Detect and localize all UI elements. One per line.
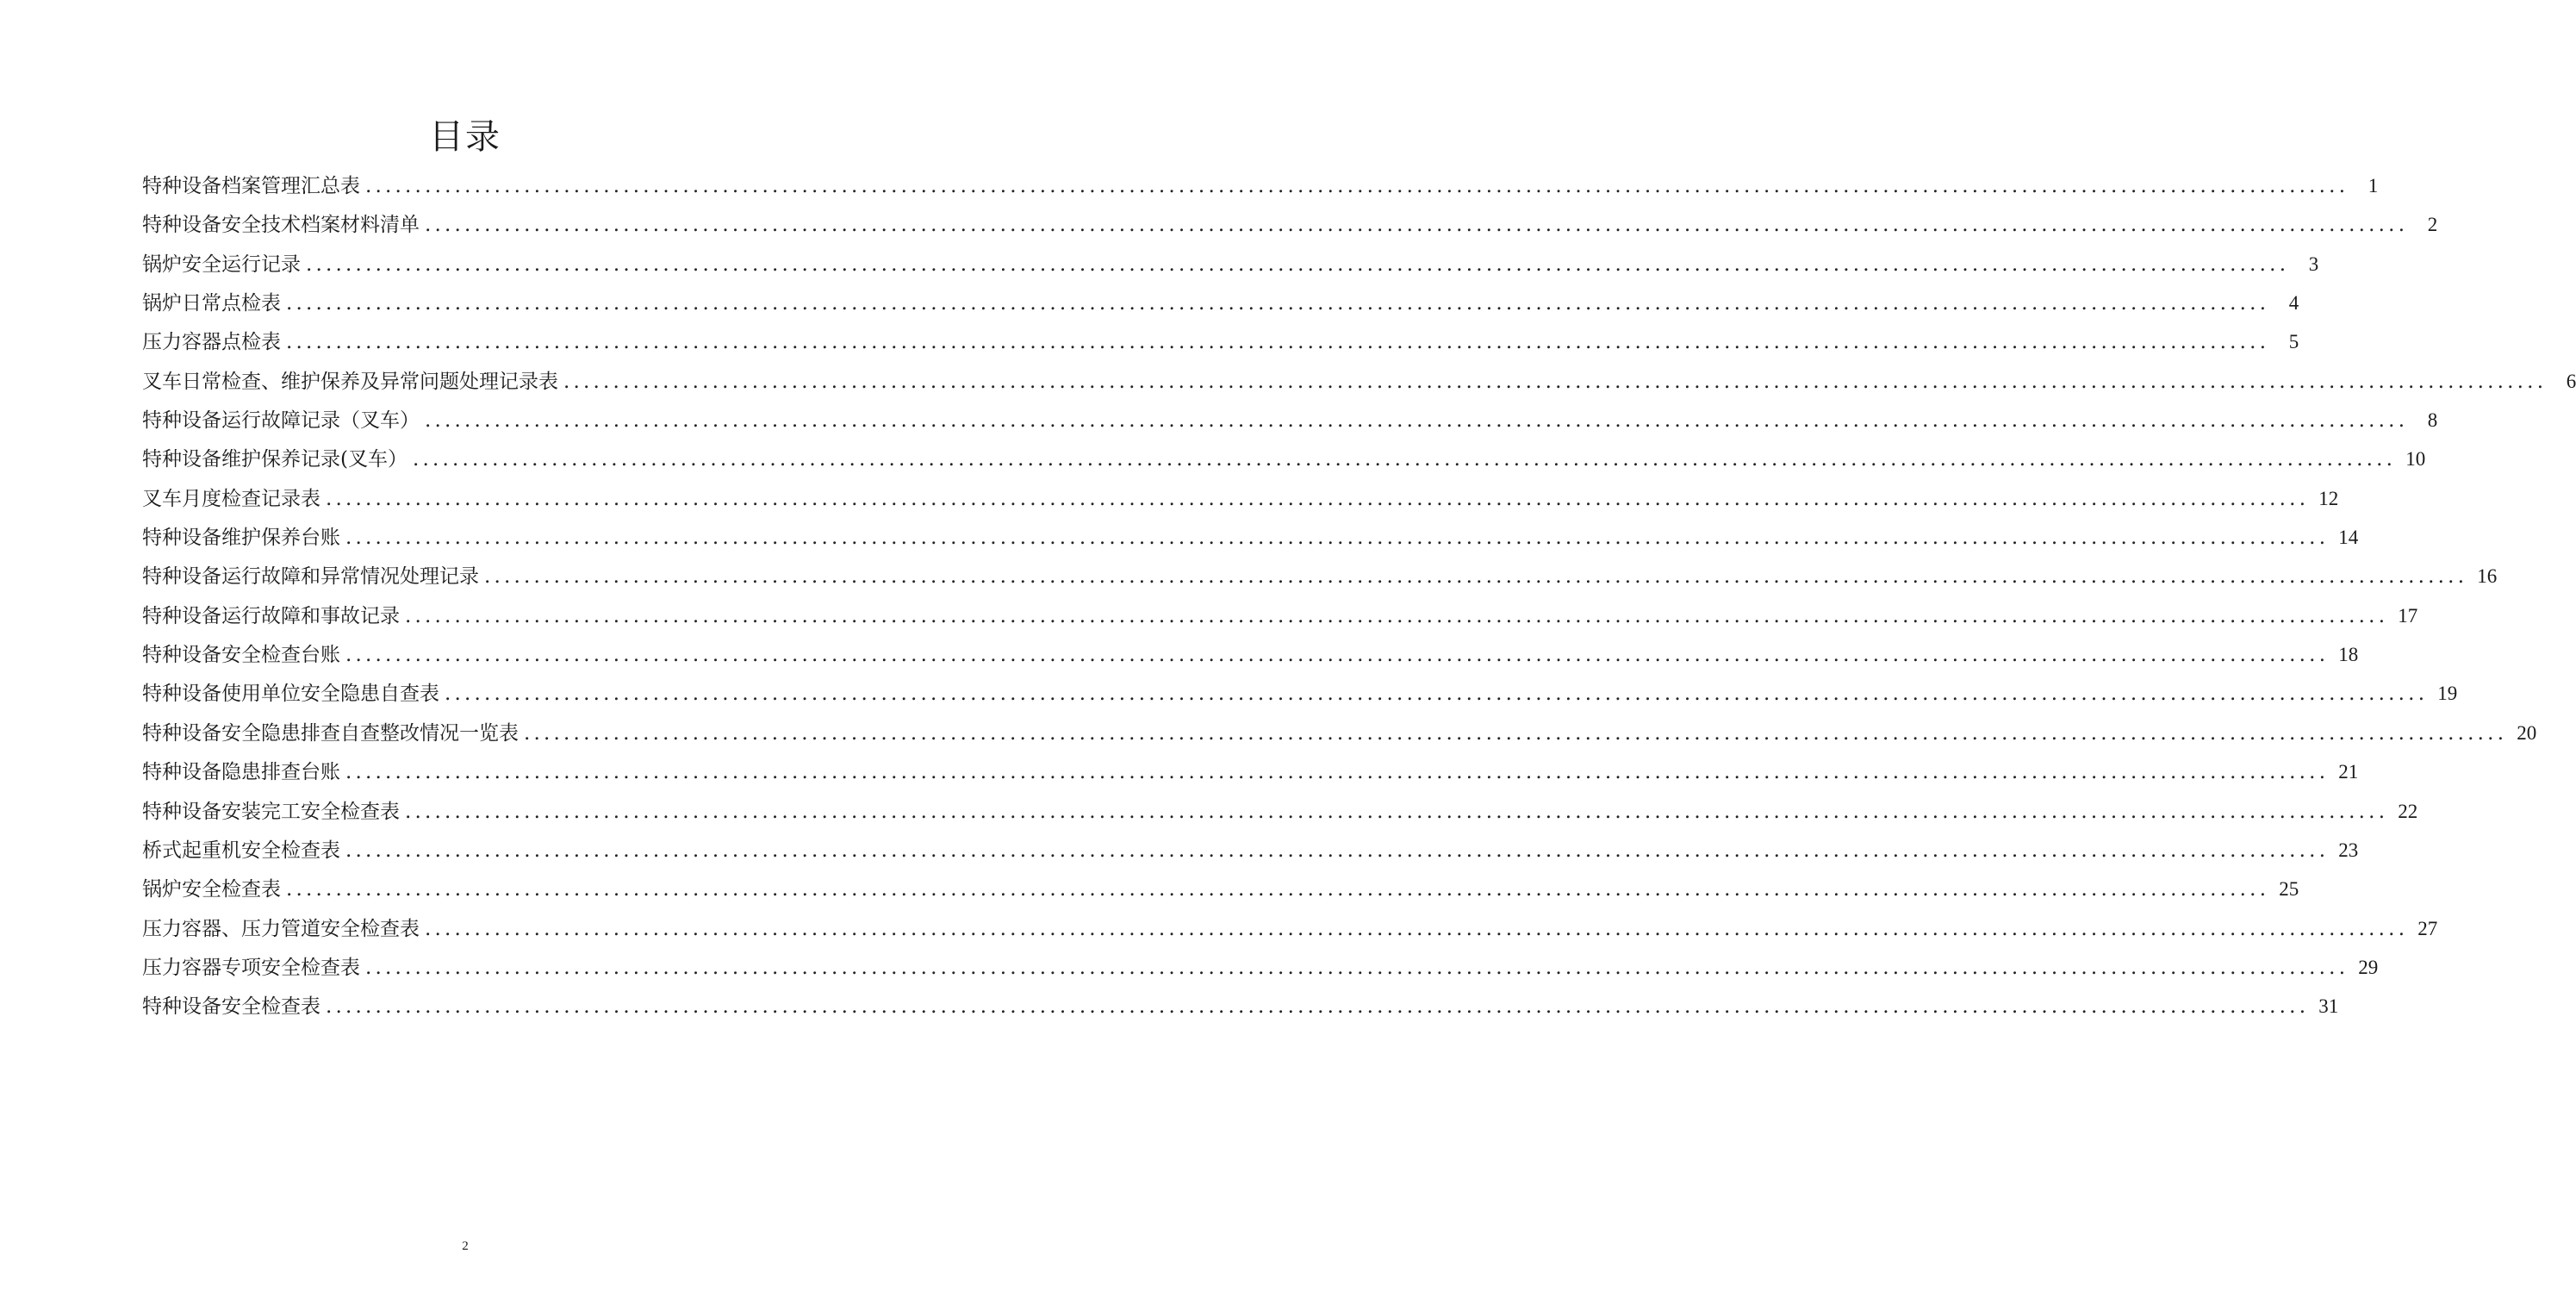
toc-dot-leader: ........................................................................................................................................................................................................ <box>306 253 2290 276</box>
toc-dot-leader: ........................................................................................................................................................................................................ <box>365 956 2349 979</box>
toc-entry-page-number: 2 <box>2427 214 2438 236</box>
toc-entry[interactable] <box>142 284 2299 322</box>
toc-dot-leader: ........................................................................................................................................................................................................ <box>286 331 2270 354</box>
toc-dot-leader: ........................................................................................................................................................................................................ <box>345 644 2330 667</box>
toc-dot-leader: ........................................................................................................................................................................................................ <box>524 721 2508 745</box>
toc-entry-page-number: 6 <box>2566 370 2576 392</box>
table-of-contents <box>142 166 2576 1026</box>
toc-entry[interactable] <box>142 752 2359 791</box>
toc-entry-title: 特种设备运行故障和事故记录 <box>142 604 400 627</box>
toc-entry[interactable] <box>142 635 2359 674</box>
toc-dot-leader: ........................................................................................................................................................................................................ <box>484 565 2468 589</box>
toc-entry[interactable] <box>142 518 2359 557</box>
toc-entry-title: 特种设备安装完工安全检查表 <box>142 800 400 823</box>
toc-entry-page-number: 5 <box>2288 331 2299 353</box>
toc-entry[interactable] <box>142 674 2458 713</box>
toc-entry-title: 锅炉安全检查表 <box>142 878 281 901</box>
toc-entry-page-number: 17 <box>2398 604 2418 627</box>
toc-entry-page-number: 12 <box>2318 487 2339 509</box>
toc-entry-title: 特种设备维护保养台账 <box>142 527 340 550</box>
toc-entry[interactable] <box>142 205 2438 244</box>
toc-entry-title: 叉车月度检查记录表 <box>142 487 320 510</box>
toc-entry-title: 特种设备运行故障记录（叉车） <box>142 409 420 433</box>
toc-entry-title: 特种设备安全检查台账 <box>142 644 340 667</box>
toc-entry-title: 特种设备隐患排查台账 <box>142 761 340 784</box>
toc-entry-title: 锅炉日常点检表 <box>142 292 281 315</box>
page-title: 目录 <box>429 117 501 157</box>
toc-entry-title: 特种设备档案管理汇总表 <box>142 175 360 197</box>
footer-page-number: 2 <box>462 1239 469 1253</box>
toc-entry-title: 特种设备安全隐患排查自查整改情况一览表 <box>142 721 519 745</box>
toc-entry[interactable] <box>142 870 2299 908</box>
toc-entry-page-number: 10 <box>2405 448 2426 471</box>
toc-entry[interactable] <box>142 714 2537 752</box>
toc-entry-page-number: 8 <box>2427 409 2438 432</box>
toc-entry-title: 特种设备安全技术档案材料清单 <box>142 214 420 237</box>
toc-entry-title: 特种设备使用单位安全隐患自查表 <box>142 683 439 706</box>
toc-entry-page-number: 3 <box>2308 253 2319 275</box>
toc-entry[interactable] <box>142 479 2339 518</box>
toc-entry-page-number: 23 <box>2338 839 2359 861</box>
toc-entry[interactable] <box>142 440 2426 478</box>
toc-entry-title: 压力容器、压力管道安全检查表 <box>142 917 420 940</box>
toc-dot-leader: ........................................................................................................................................................................................................ <box>563 370 2548 393</box>
toc-entry[interactable] <box>142 557 2498 596</box>
toc-dot-leader: ........................................................................................................................................................................................................ <box>286 878 2270 901</box>
toc-entry-page-number: 14 <box>2338 527 2359 549</box>
toc-dot-leader: ........................................................................................................................................................................................................ <box>345 527 2330 550</box>
toc-entry-title: 压力容器专项安全检查表 <box>142 956 360 979</box>
toc-entry-title: 锅炉安全运行记录 <box>142 253 301 276</box>
toc-entry-title: 特种设备维护保养记录(叉车） <box>142 448 408 471</box>
toc-entry-page-number: 25 <box>2279 878 2299 901</box>
toc-entry-page-number: 19 <box>2437 683 2458 705</box>
toc-entry[interactable] <box>142 401 2438 440</box>
toc-entry[interactable] <box>142 362 2576 401</box>
toc-dot-leader: ........................................................................................................................................................................................................ <box>445 683 2429 706</box>
toc-entry-page-number: 1 <box>2368 175 2379 196</box>
toc-dot-leader: ........................................................................................................................................................................................................ <box>326 995 2310 1019</box>
toc-entry-title: 叉车日常检查、维护保养及异常问题处理记录表 <box>142 370 558 393</box>
toc-entry-title: 特种设备运行故障和异常情况处理记录 <box>142 565 479 589</box>
toc-entry-title: 压力容器点检表 <box>142 331 281 354</box>
toc-entry-page-number: 4 <box>2288 292 2299 315</box>
toc-entry-page-number: 20 <box>2517 721 2537 744</box>
toc-entry-page-number: 27 <box>2417 917 2438 939</box>
toc-dot-leader: ........................................................................................................................................................................................................ <box>405 604 2389 627</box>
toc-dot-leader: ........................................................................................................................................................................................................ <box>326 487 2310 510</box>
toc-entry[interactable] <box>142 831 2359 870</box>
toc-dot-leader: ........................................................................................................................................................................................................ <box>425 917 2409 940</box>
toc-dot-leader: ........................................................................................................................................................................................................ <box>286 292 2270 315</box>
toc-entry[interactable] <box>142 245 2319 284</box>
toc-dot-leader: ........................................................................................................................................................................................................ <box>425 214 2409 237</box>
toc-entry[interactable] <box>142 792 2418 831</box>
toc-dot-leader: ........................................................................................................................................................................................................ <box>412 448 2397 471</box>
toc-dot-leader: ........................................................................................................................................................................................................ <box>425 409 2409 433</box>
toc-entry-page-number: 31 <box>2318 995 2339 1018</box>
toc-dot-leader: ........................................................................................................................................................................................................ <box>405 800 2389 823</box>
toc-entry[interactable] <box>142 909 2438 948</box>
toc-dot-leader: ........................................................................................................................................................................................................ <box>365 175 2349 197</box>
toc-entry[interactable] <box>142 987 2339 1026</box>
toc-entry[interactable] <box>142 596 2418 635</box>
toc-dot-leader: ........................................................................................................................................................................................................ <box>345 761 2330 784</box>
toc-entry-page-number: 21 <box>2338 761 2359 783</box>
toc-entry-page-number: 18 <box>2338 644 2359 666</box>
toc-dot-leader: ........................................................................................................................................................................................................ <box>345 839 2330 862</box>
toc-entry-title: 特种设备安全检查表 <box>142 995 320 1019</box>
toc-entry-page-number: 22 <box>2398 800 2418 822</box>
toc-entry-page-number: 16 <box>2477 565 2498 588</box>
toc-entry-page-number: 29 <box>2358 956 2379 978</box>
toc-entry[interactable] <box>142 948 2379 987</box>
toc-entry[interactable] <box>142 322 2299 361</box>
toc-entry-title: 桥式起重机安全检查表 <box>142 839 340 862</box>
toc-entry[interactable] <box>142 166 2379 205</box>
